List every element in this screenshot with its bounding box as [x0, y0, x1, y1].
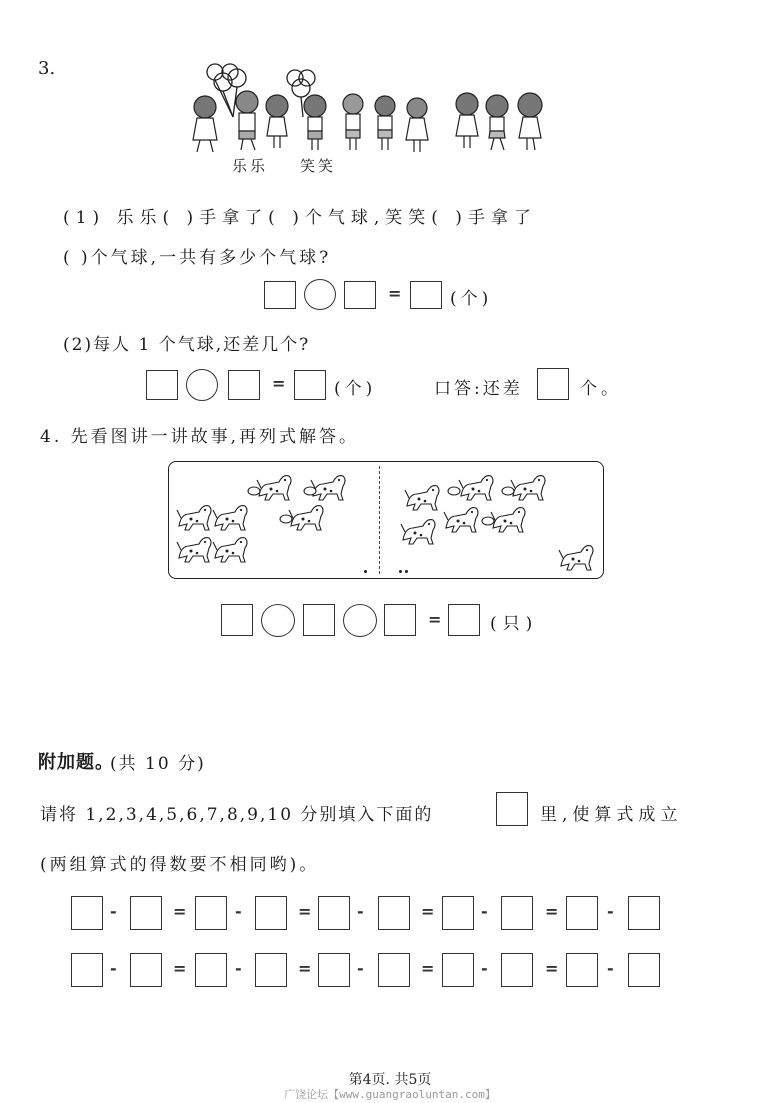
minus-sign: -	[481, 902, 488, 921]
equals-sign: =	[421, 959, 435, 978]
answer-box[interactable]	[566, 953, 598, 987]
operator-circle[interactable]	[261, 604, 295, 637]
answer-box[interactable]	[501, 953, 533, 987]
answer-box[interactable]	[71, 953, 103, 987]
equals-sign: =	[173, 959, 187, 978]
kid-7	[406, 98, 428, 152]
minus-sign: -	[607, 902, 614, 921]
equals-sign: =	[173, 902, 187, 921]
kid-9	[486, 95, 508, 150]
bonus-instruction-b: 里,使算式成立	[540, 805, 683, 825]
answer-box[interactable]	[130, 896, 162, 930]
kid-3	[266, 95, 288, 148]
equals-sign: =	[298, 959, 312, 978]
answer-box[interactable]	[195, 896, 227, 930]
answer-box[interactable]	[566, 896, 598, 930]
watermark-text: 广饶论坛【www.guangraoluntan.com】	[284, 1088, 496, 1101]
answer-box[interactable]	[255, 896, 287, 930]
answer-box[interactable]	[628, 896, 660, 930]
bonus-score: (共 10 分)	[110, 754, 206, 774]
oral-answer-prefix: 口答:还差	[434, 379, 523, 399]
q3-part1-line1: (1) 乐乐( )手拿了( )个气球,笑笑( )手拿了	[63, 208, 537, 228]
equals-sign: =	[428, 610, 442, 629]
kid-5	[343, 94, 363, 150]
unit-label: (只)	[490, 614, 539, 634]
bonus-title: 附加题。	[38, 752, 114, 773]
answer-box[interactable]	[71, 896, 103, 930]
answer-box[interactable]	[378, 896, 410, 930]
equals-sign: =	[545, 902, 559, 921]
name-label-xiaoxiao: 笑笑	[300, 157, 337, 175]
minus-sign: -	[235, 959, 242, 978]
equals-sign: =	[388, 284, 402, 303]
kid-1	[193, 96, 217, 152]
page-number: 第4页. 共5页	[348, 1072, 432, 1088]
dogs-illustration	[169, 462, 601, 576]
question-3-number: 3.	[38, 58, 56, 79]
operator-circle[interactable]	[304, 279, 336, 310]
oral-answer-suffix: 个。	[580, 379, 622, 399]
minus-sign: -	[481, 959, 488, 978]
unit-label: (个)	[334, 379, 377, 399]
answer-box[interactable]	[221, 604, 253, 636]
kid-8	[456, 93, 478, 148]
minus-sign: -	[110, 959, 117, 978]
equals-sign: =	[298, 902, 312, 921]
q3-part1-line2: ( )个气球,一共有多少个气球?	[63, 248, 332, 268]
kids-with-balloons-illustration	[185, 62, 555, 162]
unit-label: (个)	[450, 289, 493, 309]
minus-sign: -	[357, 902, 364, 921]
example-box	[496, 792, 528, 826]
equals-sign: =	[545, 959, 559, 978]
answer-box[interactable]	[264, 281, 296, 309]
answer-box[interactable]	[130, 953, 162, 987]
answer-box[interactable]	[442, 896, 474, 930]
answer-box[interactable]	[146, 370, 178, 400]
answer-box[interactable]	[410, 281, 442, 309]
operator-circle[interactable]	[186, 369, 218, 401]
answer-box[interactable]	[344, 281, 376, 309]
equals-sign: =	[421, 902, 435, 921]
minus-sign: -	[110, 902, 117, 921]
bonus-instruction-c: (两组算式的得数要不相同哟)。	[40, 855, 320, 875]
minus-sign: -	[607, 959, 614, 978]
oral-answer-box[interactable]	[537, 368, 569, 400]
answer-box[interactable]	[303, 604, 335, 636]
answer-box[interactable]	[442, 953, 474, 987]
answer-box[interactable]	[448, 604, 480, 636]
operator-circle[interactable]	[343, 604, 377, 637]
kid-lele	[236, 91, 258, 150]
answer-box[interactable]	[318, 953, 350, 987]
answer-box[interactable]	[384, 604, 416, 636]
kid-xiaoxiao	[304, 95, 326, 150]
kid-6	[375, 96, 395, 150]
answer-box[interactable]	[195, 953, 227, 987]
minus-sign: -	[357, 959, 364, 978]
name-label-lele: 乐乐	[232, 157, 269, 175]
answer-box[interactable]	[501, 896, 533, 930]
answer-box[interactable]	[318, 896, 350, 930]
answer-box[interactable]	[378, 953, 410, 987]
q3-part2-question: (2)每人 1 个气球,还差几个?	[63, 335, 311, 355]
answer-box[interactable]	[294, 370, 326, 400]
kid-10	[518, 93, 542, 150]
answer-box[interactable]	[228, 370, 260, 400]
answer-box[interactable]	[628, 953, 660, 987]
equals-sign: =	[272, 374, 286, 393]
minus-sign: -	[235, 902, 242, 921]
bonus-instruction-a: 请将 1,2,3,4,5,6,7,8,9,10 分别填入下面的	[40, 805, 434, 825]
question-4-title: 4. 先看图讲一讲故事,再列式解答。	[40, 427, 360, 447]
answer-box[interactable]	[255, 953, 287, 987]
dogs-picture-frame	[168, 461, 604, 579]
